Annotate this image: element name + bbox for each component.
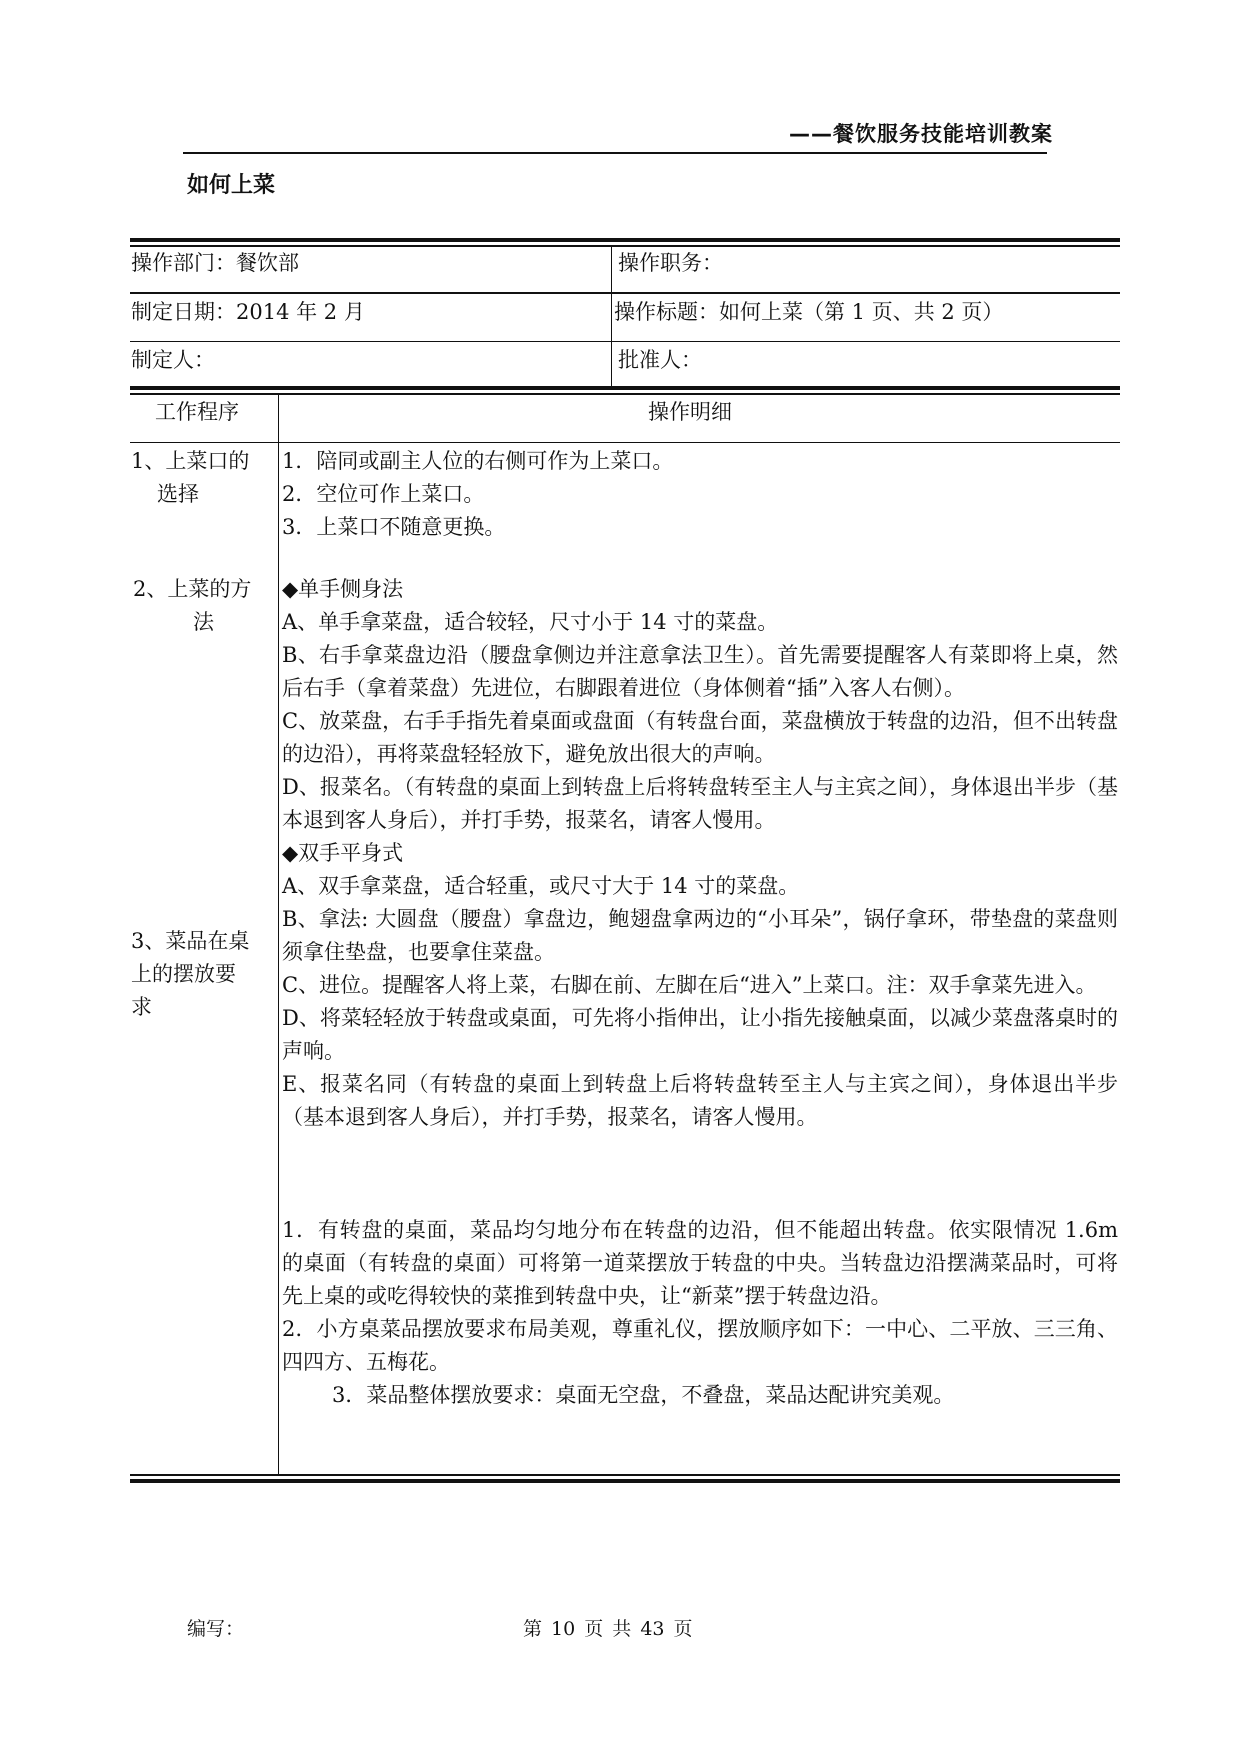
info-divider (611, 246, 612, 388)
list-item: 1．陪同或副主人位的右侧可作为上菜口。 (282, 449, 674, 473)
approver-field: 批准人： (618, 348, 702, 372)
page-title: 如何上菜 (187, 173, 276, 198)
table-bottom-border (130, 1479, 1120, 1483)
list-item: C、放菜盘，右手手指先着桌面或盘面（有转盘台面，菜盘横放于转盘的边沿，但不出转盘的边沿），再将菜盘轻轻放下，避免放出很大的声响。 (282, 709, 1118, 766)
row-divider (130, 341, 1120, 342)
document-header: ——餐饮服务技能培训教案 (789, 122, 1053, 146)
subject-field: 操作标题：如何上菜（第 1 页、共 2 页） (614, 300, 1004, 324)
column-header-detail: 操作明细 (648, 400, 732, 424)
list-item: 2．小方桌菜品摆放要求布局美观，尊重礼仪，摆放顺序如下：一中心、二平放、三三角、四四方、五梅花。 (282, 1317, 1118, 1374)
list-item: B、右手拿菜盘边沿（腰盘拿侧边并注意拿法卫生）。首先需要提醒客人有菜即将上桌，然后右手（拿着菜盘）先进位，右脚跟着进位（身体侧着“插”入客人右侧）。 (282, 643, 1118, 700)
table-bottom-border-inner (130, 1474, 1120, 1476)
date-field: 制定日期：2014 年 2 月 (131, 300, 365, 324)
list-item: 3．上菜口不随意更换。 (282, 515, 506, 539)
list-item: D、报菜名。（有转盘的桌面上到转盘上后将转盘转至主人与主宾之间），身体退出半步（基本退到客人身后），并打手势，报菜名，请客人慢用。 (282, 775, 1118, 832)
list-item: A、双手拿菜盘，适合轻重，或尺寸大于 14 寸的菜盘。 (282, 874, 800, 898)
list-item: B、拿法: 大圆盘（腰盘）拿盘边，鲍翅盘拿两边的“小耳朵”，锅仔拿环，带垫盘的菜盘则须拿住垫盘，也要拿住菜盘。 (282, 907, 1118, 964)
list-item: C、进位。提醒客人将上菜，右脚在前、左脚在后“进入”上菜口。注：双手拿菜先进入。 (282, 973, 1097, 997)
position-field: 操作职务： (618, 251, 723, 275)
list-item: ◆单手侧身法 (282, 577, 404, 601)
table-top-border (130, 238, 1120, 242)
column-header-procedure: 工作程序 (155, 400, 239, 424)
list-item: E、报菜名同（有转盘的桌面上到转盘上后将转盘转至主人与主宾之间），身体退出半步（基本退到客人身后），并打手势，报菜名，请客人慢用。 (282, 1072, 1118, 1129)
footer-writer: 编写： (187, 1618, 245, 1640)
detail-section-1 (282, 445, 1118, 544)
list-item: ◆双手平身式 (282, 841, 404, 865)
list-item: 2．空位可作上菜口。 (282, 482, 485, 506)
step-2-label: 2、上菜的方 法 (133, 577, 252, 634)
list-item: 3．菜品整体摆放要求：桌面无空盘，不叠盘，菜品达配讲究美观。 (332, 1383, 955, 1407)
step-1-label: 1、上菜口的 选择 (131, 449, 250, 506)
footer-page-number: 第 10 页 共 43 页 (523, 1618, 693, 1640)
header-divider (183, 152, 1047, 154)
detail-section-3 (282, 1214, 1118, 1412)
section-border (130, 386, 1120, 390)
detail-section-2 (282, 573, 1118, 1134)
list-item: 1．有转盘的桌面，菜品均匀地分布在转盘的边沿，但不能超出转盘。依实限情况 1.6m 的桌面（有转盘的桌面）可将第一道菜摆放于转盘的中央。当转盘边沿摆满菜品时，可将先上桌的或吃得较快的菜推到转盘中央，让“新菜”摆于转盘边沿。 (282, 1218, 1118, 1308)
step-3-label: 3、菜品在桌 上的摆放要 求 (131, 929, 250, 1019)
header-row-divider (130, 442, 1120, 443)
list-item: D、将菜轻轻放于转盘或桌面，可先将小指伸出，让小指先接触桌面，以减少菜盘落桌时的声响。 (282, 1006, 1118, 1063)
row-divider (130, 292, 1120, 294)
list-item: A、单手拿菜盘，适合较轻，尺寸小于 14 寸的菜盘。 (282, 610, 779, 634)
department-field: 操作部门：餐饮部 (131, 251, 299, 275)
author-field: 制定人： (131, 348, 215, 372)
